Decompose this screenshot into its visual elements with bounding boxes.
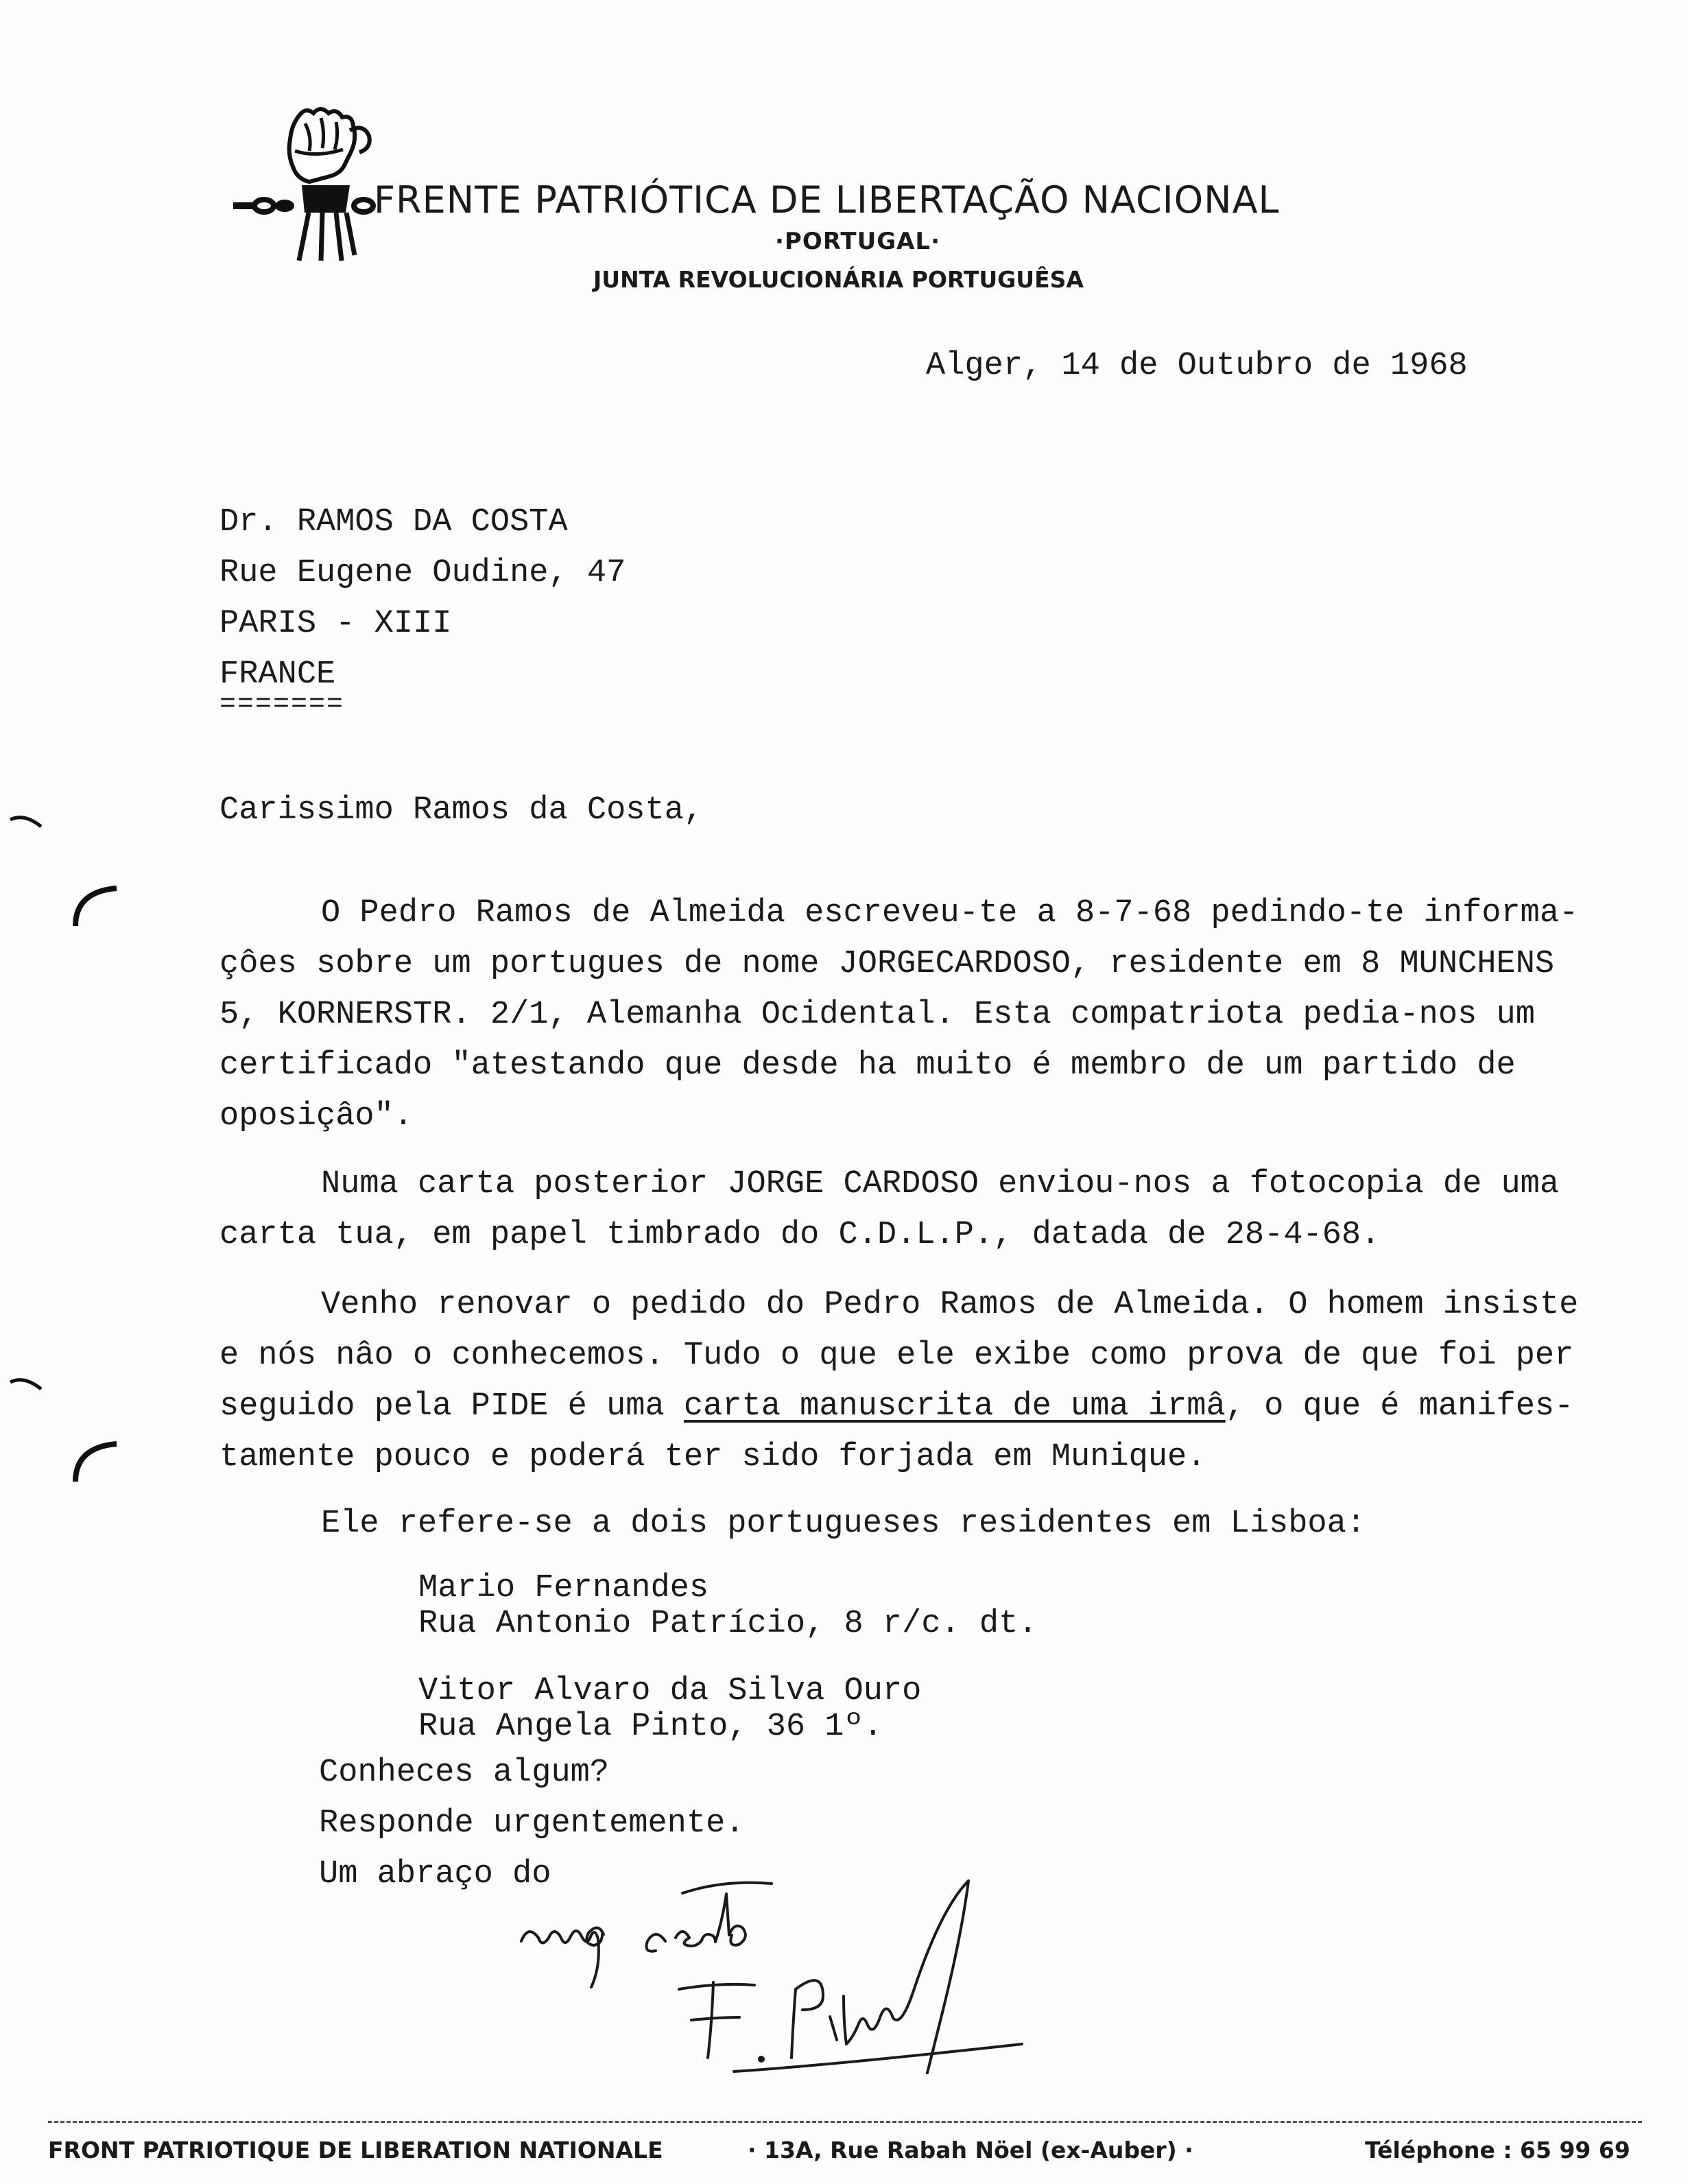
person-address-block — [418, 1571, 1038, 1642]
handwritten-signature — [508, 1879, 1070, 2099]
recipient-country: FRANCE — [219, 656, 336, 693]
organization-country: ·PORTUGAL· — [775, 228, 940, 255]
closing-line: Responde urgentemente. — [319, 1805, 745, 1842]
paragraph-line: çôes sobre um portugues de nome JORGECARDOSO, residente em 8 MUNCHENS — [219, 946, 1555, 982]
closing — [319, 1748, 745, 1900]
person-address: Rua Angela Pinto, 36 1º. — [418, 1709, 883, 1745]
salutation: Carissimo Ramos da Costa, — [219, 792, 704, 829]
underlined-phrase: carta manuscrita de uma irmâ — [683, 1388, 1226, 1425]
paragraph-1 — [219, 888, 1619, 1142]
recipient-street: Rue Eugene Oudine, 47 — [219, 555, 626, 591]
punch-hole-arc-icon — [69, 878, 123, 933]
footer-divider — [48, 2121, 1642, 2123]
person-address-block — [418, 1674, 921, 1745]
paragraph-line: 5, KORNERSTR. 2/1, Alemanha Ocidental. Esta compatriota pedia-nos um — [219, 997, 1535, 1033]
organization-name: FRENTE PATRIÓTICA DE LIBERTAÇÃO NACIONAL — [374, 178, 1280, 222]
closing-line: Um abraço do — [319, 1856, 551, 1892]
paragraph-line: Numa carta posterior JORGE CARDOSO enviou-nos a fotocopia de uma — [321, 1166, 1560, 1202]
recipient-name: Dr. RAMOS DA COSTA — [219, 504, 568, 541]
paragraph-2 — [219, 1159, 1619, 1261]
paragraph-line: carta tua, em papel timbrado do C.D.L.P., datada de 28-4-68. — [219, 1217, 1381, 1253]
person-name: Mario Fernandes — [418, 1570, 709, 1606]
recipient-city: PARIS - XIII — [219, 606, 452, 642]
paragraph-line: seguido pela PIDE é uma carta manuscrita de uma irmâ, o que é manifes- — [219, 1388, 1574, 1425]
raised-fist-logo-icon — [233, 103, 377, 268]
organization-subtitle: JUNTA REVOLUCIONÁRIA PORTUGUÊSA — [593, 266, 1084, 293]
address-underline-rule: ======= — [219, 689, 345, 720]
paragraph-line: tamente pouco e poderá ter sido forjada em Munique. — [219, 1439, 1206, 1475]
footer-phone: Téléphone : 65 99 69 — [1365, 2137, 1630, 2163]
closing-line: Conheces algum? — [319, 1755, 610, 1791]
letter-date: Alger, 14 de Outubro de 1968 — [926, 348, 1468, 384]
punch-hole-arc-icon — [69, 1434, 123, 1488]
person-address: Rua Antonio Patrício, 8 r/c. dt. — [418, 1606, 1038, 1642]
paragraph-line: Ele refere-se a dois portugueses residentes em Lisboa: — [321, 1506, 1366, 1542]
footer-organization: FRONT PATRIOTIQUE DE LIBERATION NATIONALE — [48, 2137, 663, 2163]
paragraph-4 — [219, 1499, 1619, 1550]
margin-mark-icon — [7, 1372, 48, 1399]
paragraph-line: O Pedro Ramos de Almeida escreveu-te a 8-7-68 pedindo-te informa- — [321, 895, 1579, 931]
letterhead — [226, 96, 1530, 302]
recipient-address — [219, 497, 626, 700]
person-name: Vitor Alvaro da Silva Ouro — [418, 1673, 922, 1709]
paragraph-3 — [219, 1280, 1619, 1483]
paragraph-line: oposiçâo". — [219, 1098, 414, 1135]
paragraph-line: e nós nâo o conhecemos. Tudo o que ele exibe como prova de que foi per — [219, 1338, 1574, 1374]
paragraph-line: Venho renovar o pedido do Pedro Ramos de Almeida. O homem insiste — [321, 1287, 1579, 1323]
paragraph-line: certificado "atestando que desde ha muito é membro de um partido de — [219, 1047, 1516, 1084]
margin-mark-icon — [7, 809, 48, 837]
footer-address: · 13A, Rue Rabah Nöel (ex-Auber) · — [748, 2137, 1193, 2163]
